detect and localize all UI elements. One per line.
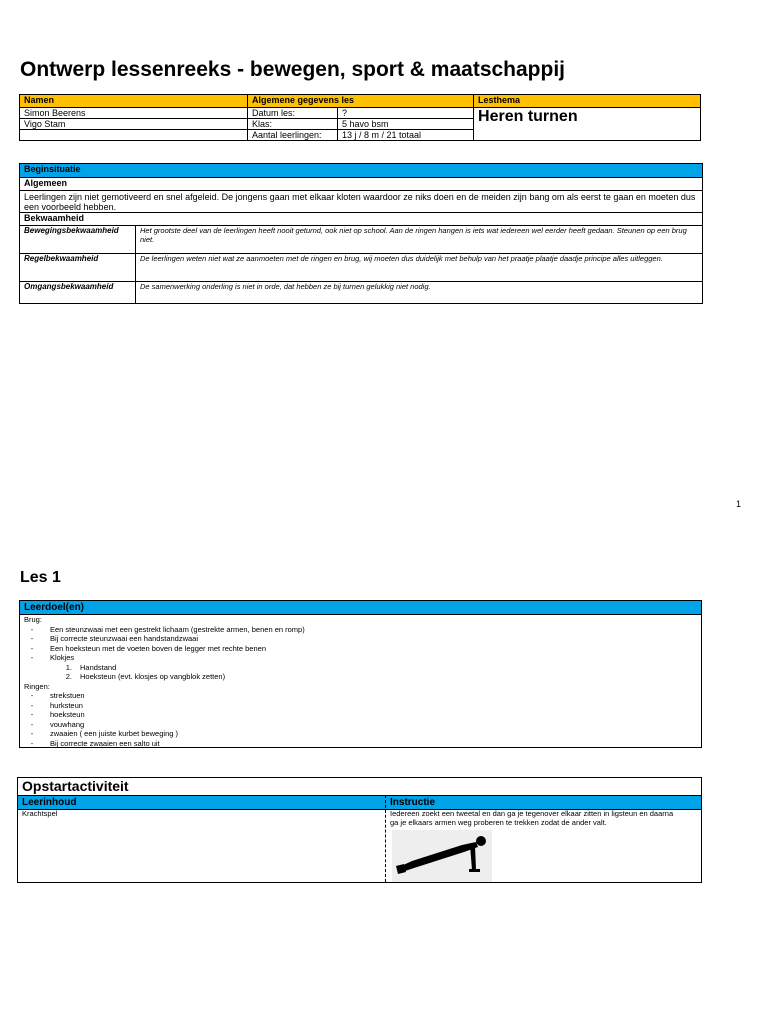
beginsituatie-title: Beginsituatie [20, 164, 703, 178]
regel-label: Regelbekwaamheid [20, 254, 136, 282]
opstart-title: Opstartactiviteit [22, 778, 129, 794]
opstart-header-row [18, 795, 701, 810]
omgangs-label: Omgangsbekwaamheid [20, 282, 136, 304]
name-2: Vigo Stam [20, 119, 248, 130]
datum-value: ? [338, 108, 474, 119]
instructie-value: Iedereen zoekt een tweetal en dan ga je tegenover elkaar zitten in ligsteun en daarna ga je elkaars armen weg proberen te trekken zodat de ander valt. [390, 809, 674, 827]
name-1: Simon Beerens [20, 108, 248, 119]
list-item: - Bij correcte zwaaien een salto uit [30, 738, 160, 748]
leerinhoud-header: Leerinhoud [22, 797, 77, 808]
omgangs-text: De samenwerking onderling is niet in orde, dat hebben ze bij turnen gelukkig niet nodig. [136, 282, 703, 304]
algemeen-text: Leerlingen zijn niet gemotiveerd en snel afgeleid. De jongens gaan met elkaar kloten waardoor ze niks doen en de meiden zijn bang om als eerst te gaan en moeten dus een voorbeeld hebben. [20, 191, 703, 213]
aantal-value: 13 j / 8 m / 21 totaal [338, 130, 474, 141]
namen-header: Namen [20, 95, 248, 108]
leerdoelen-title: Leerdoel(en) [20, 601, 701, 615]
ringen-label: Ringen: [24, 681, 50, 691]
column-divider [385, 795, 386, 882]
regel-text: De leerlingen weten niet wat ze aanmoeten met de ringen en brug, wij moeten dus duidelijk met behulp van het praatje plaatje daadje principe alles uitleggen. [136, 254, 703, 282]
leerdoelen-list [20, 615, 701, 748]
list-item: - hurksteun [30, 700, 83, 710]
lesthema-value: Heren turnen [474, 108, 701, 141]
bewegings-text: Het grootste deel van de leerlingen heeft nooit geturnd, ook niet op school. Aan de ringen hangen is iets wat iedereen wel eerder heeft gedaan. Steunen op een brug niet. [136, 226, 703, 254]
instructie-header: Instructie [390, 797, 436, 808]
list-item: - Een steunzwaai met een gestrekt lichaam (gestrekte armen, benen en romp) [30, 624, 305, 634]
pushup-silhouette-icon [392, 830, 492, 882]
list-item: - Bij correcte steunzwaai een handstandzwaai [30, 634, 199, 643]
list-item: - Een hoeksteun met de voeten boven de legger met rechte benen [30, 643, 266, 653]
info-table [19, 94, 701, 141]
list-item: - hoeksteun [30, 710, 85, 719]
brug-label: Brug: [24, 615, 42, 624]
bewegings-label: Bewegingsbekwaamheid [20, 226, 136, 254]
les-title: Les 1 [20, 569, 61, 586]
list-item: - zwaaien ( een juiste kurbet beweging ) [30, 729, 178, 738]
numbered-item: 2. Hoeksteun (evt. klosjes op vangblok zetten) [65, 672, 226, 681]
numbered-item: 1. Handstand [65, 662, 117, 672]
aantal-label: Aantal leerlingen: [248, 130, 338, 141]
page-title: Ontwerp lessenreeks - bewegen, sport & maatschappij [20, 58, 566, 81]
algemene-header: Algemene gegevens les [248, 95, 474, 108]
beginsituatie-table [19, 163, 703, 304]
leerdoelen-box [19, 600, 702, 748]
page-number: 1 [736, 499, 742, 509]
name-empty [20, 130, 248, 141]
list-item: - strekstuen [30, 691, 85, 700]
datum-label: Datum les: [248, 108, 338, 119]
list-item: - Klokjes [30, 653, 75, 662]
algemeen-label: Algemeen [20, 178, 703, 191]
opstart-box [17, 777, 702, 883]
list-item: - vouwhang [30, 719, 85, 729]
leerinhoud-value: Krachtspel [22, 809, 58, 818]
klas-label: Klas: [248, 119, 338, 130]
lesthema-header: Lesthema [474, 95, 701, 108]
pushup-image [392, 830, 492, 882]
bekwaamheid-label: Bekwaamheid [20, 213, 703, 226]
klas-value: 5 havo bsm [338, 119, 474, 130]
